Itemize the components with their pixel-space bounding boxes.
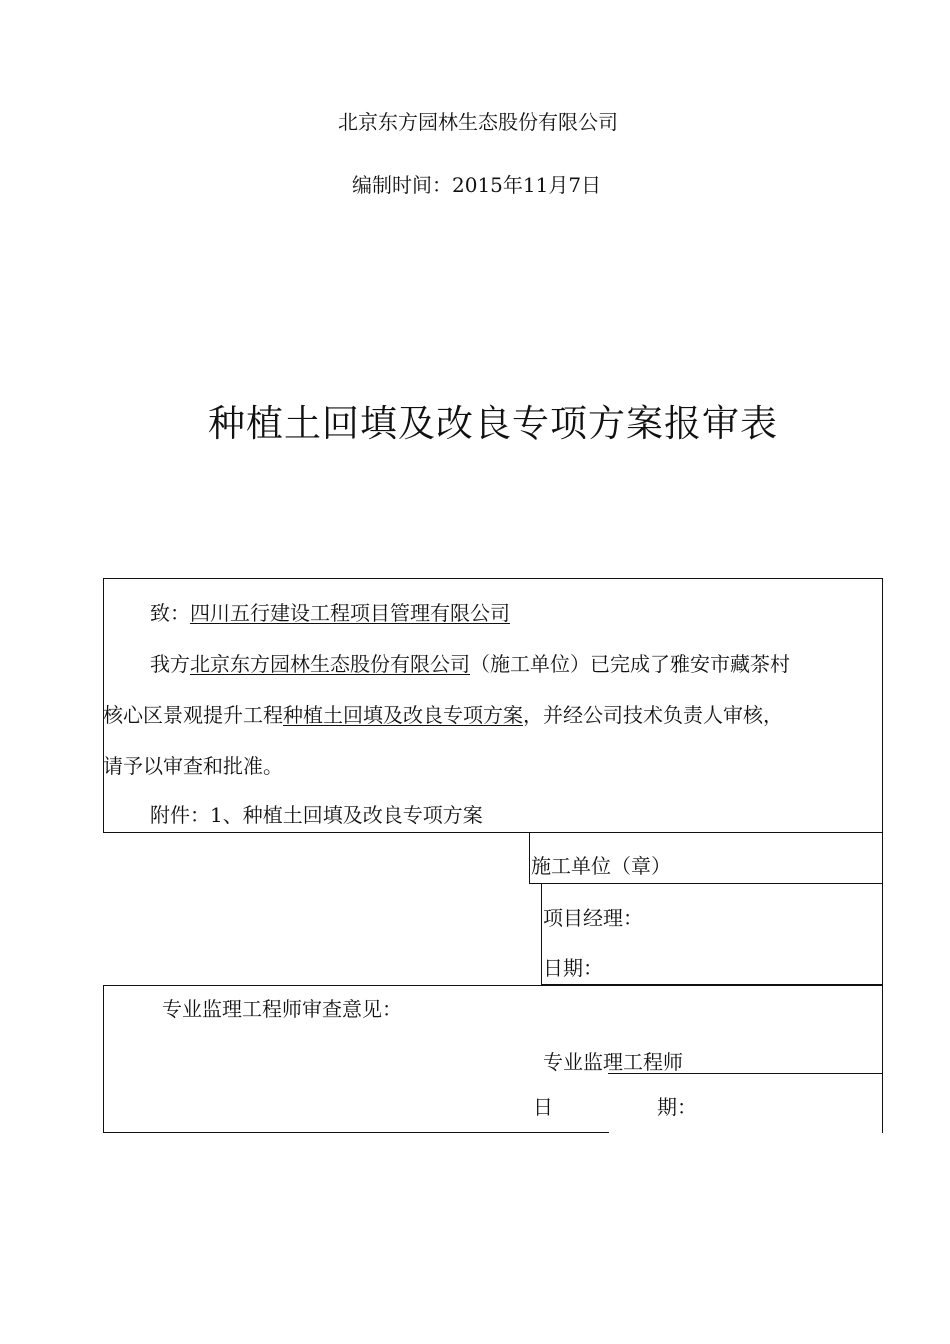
supervisor-engineer-label: 专业监理工程师: [543, 1050, 683, 1074]
body-line2-post: ，并经公司技术负责人审核，: [523, 703, 783, 727]
addressee-prefix: 致：: [150, 601, 190, 625]
attachment-line: 附件：1、种植土回填及改良专项方案: [150, 803, 483, 827]
body-line-2: [103, 703, 783, 727]
body-line-1: [150, 652, 790, 676]
supervisor-date-char-2: 期：: [657, 1095, 697, 1119]
supervisor-opinion-label: 专业监理工程师审查意见：: [162, 997, 402, 1021]
addressee-line: [150, 601, 510, 625]
project-manager-label: 项目经理：: [543, 906, 643, 930]
body-line2-pre: 核心区景观提升工程: [103, 703, 283, 727]
page-title: 种植土回填及改良专项方案报审表: [208, 402, 778, 445]
plan-name: 种植土回填及改良专项方案: [283, 703, 523, 727]
construction-unit-seal: 施工单位（章）: [531, 854, 671, 878]
contractor-name: 北京东方园林生态股份有限公司: [190, 652, 470, 676]
addressee-org: 四川五行建设工程项目管理有限公司: [190, 601, 510, 625]
body-line-3: 请予以审查和批准。: [103, 754, 283, 778]
compile-date: 编制时间：2015年11月7日: [352, 173, 602, 197]
body-mid: （施工单位）已完成了雅安市藏茶村: [470, 652, 790, 676]
body-prefix: 我方: [150, 652, 190, 676]
signature-date-label: 日期：: [543, 956, 603, 980]
company-name: 北京东方园林生态股份有限公司: [338, 110, 618, 134]
supervisor-date-char-1: 日: [533, 1095, 553, 1119]
